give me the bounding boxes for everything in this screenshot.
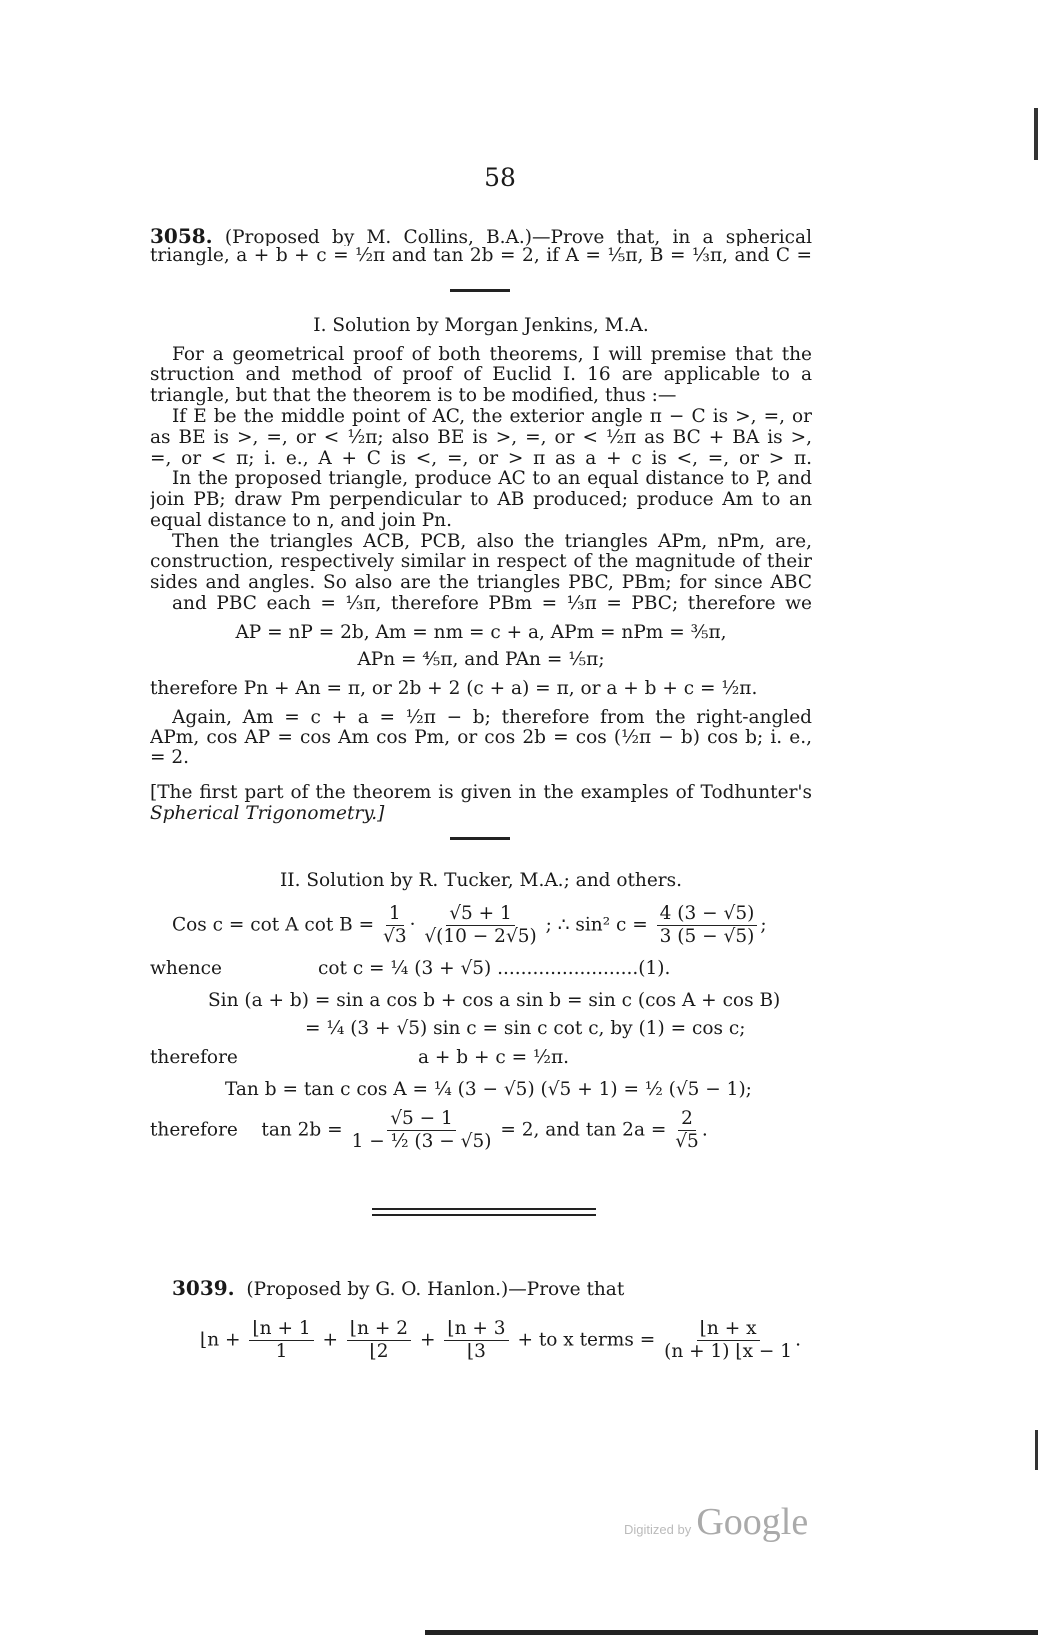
problem-3039-formula: ⌊n + $\frac{⌊n + 1}{1}$ + $\frac{⌊n + 2}{⌊2}$ + $\frac{⌊n + 3}{⌊3}$ + to x terms = $\frac{⌊n + x}{(n + 1) ⌊x - 1}$ . <box>200 1318 801 1362</box>
eq-text: + <box>419 1329 436 1351</box>
again-line2: APm, cos AP = cos Am cos Pm, or cos 2b = cos (½π − b) cos b; i. e., <box>150 728 812 748</box>
google-logo: Google <box>696 1501 809 1543</box>
eq-text: ; ∴ sin² c = <box>545 914 648 936</box>
eq-text: tan 2b = <box>261 1119 343 1141</box>
numerator: 4 (3 − √5) <box>657 903 758 926</box>
fraction <box>675 1108 699 1153</box>
therefore-label: therefore <box>150 1047 238 1068</box>
cos-equation: Cos c = cot A cot B = $\frac{1}{√3}$ · $\frac{√5 + 1}{√(10 - 2√5)}$ ; ∴ sin² c = $\frac{4 (3 - √5)}{3 (5 - √5)}$ ; <box>172 903 767 947</box>
fraction <box>657 903 758 948</box>
eq-text: = 2, and tan 2a = <box>500 1119 667 1141</box>
note-line1: [The first part of the theorem is given in the examples of Todhunter's <box>150 783 812 803</box>
divider <box>450 289 510 292</box>
paragraph-line: Then the triangles ACB, PCB, also the triangles APm, nPm, are, <box>172 532 812 552</box>
paragraph-line: sides and angles. So also are the triangles PBC, PBm; for since ABC <box>150 573 812 593</box>
double-rule-bottom <box>372 1214 596 1216</box>
scan-edge <box>1034 108 1038 160</box>
denominator: ⌊3 <box>466 1341 486 1362</box>
sin-line1: Sin (a + b) = sin a cos b + cos a sin b = sin c (cos A + cos B) <box>208 990 781 1011</box>
scan-bottom-edge <box>425 1630 1038 1635</box>
paragraph-line: =, or < π; i. e., A + C is <, =, or > π as a + c is <, =, or > π. <box>150 449 812 469</box>
eq-text: + <box>225 1329 241 1351</box>
watermark-prefix: Digitized by <box>624 1522 692 1537</box>
paragraph-line: as BE is >, =, or < ½π; also BE is >, =, or < ½π as BC + BA is >, <box>150 428 812 448</box>
problem-3039-line1 <box>172 1278 834 1300</box>
paragraph-line: triangle, but that the theorem is to be modified, thus :— <box>150 385 677 406</box>
denominator: ⌊2 <box>369 1341 389 1362</box>
denominator: 1 − ½ (3 − √5) <box>351 1131 492 1152</box>
numerator: 2 <box>678 1108 696 1131</box>
paragraph-line: struction and method of proof of Euclid I. 16 are applicable to a <box>150 365 812 385</box>
paragraph-line: For a geometrical proof of both theorems, I will premise that the <box>172 345 812 365</box>
numerator: 1 <box>386 903 404 926</box>
tan-line1: Tan b = tan c cos A = ¼ (3 − √5) (√5 + 1) = ½ (√5 − 1); <box>225 1079 752 1100</box>
equation-1: AP = nP = 2b, Am = nm = c + a, APm = nPm = ⅗π, <box>235 622 727 643</box>
problem-3058-line1 <box>150 226 812 246</box>
solution-2-heading: II. Solution by R. Tucker, M.A.; and others. <box>279 870 682 891</box>
numerator: √5 + 1 <box>446 903 515 926</box>
numerator: ⌊n + 3 <box>444 1318 508 1341</box>
sin-line2: = ¼ (3 + √5) sin c = sin c cot c, by (1) = cos c; <box>305 1018 746 1039</box>
fraction <box>352 1108 492 1153</box>
eq-text: + to x terms = <box>517 1329 656 1351</box>
google-watermark <box>624 1500 808 1544</box>
whence-label: whence <box>150 958 222 979</box>
fraction <box>347 1318 411 1363</box>
denominator: √3 <box>383 926 407 947</box>
equation-2: APn = ⅘π, and PAn = ⅕π; <box>357 649 605 670</box>
again-line1: Again, Am = c + a = ½π − b; therefore from the right-angled <box>172 708 812 728</box>
tan-line2: therefore tan 2b = $\frac{√5 - 1}{\text{1 − ½ (3 − √5)}}$ = 2, and tan 2a = $\frac{2}{√5}$ . <box>150 1108 708 1152</box>
numerator: ⌊n + 2 <box>347 1318 411 1341</box>
page-number: 58 <box>484 163 516 192</box>
paragraph-line: and PBC each = ⅓π, therefore PBm = ⅓π = PBC; therefore we <box>172 594 812 614</box>
eq-text: + <box>322 1329 339 1351</box>
numerator: √5 − 1 <box>387 1108 456 1131</box>
eq-text: therefore <box>150 1119 238 1141</box>
numerator: ⌊n + 1 <box>249 1318 313 1341</box>
problem-text: (Proposed by G. O. Hanlon.)—Prove that <box>246 1279 625 1300</box>
paragraph-line: join PB; draw Pm perpendicular to AB produced; produce Am to an <box>150 490 812 510</box>
problem-text: (Proposed by M. Collins, B.A.)—Prove that, in a spherical <box>224 227 812 246</box>
fraction <box>444 1318 508 1363</box>
divider <box>450 837 510 840</box>
denominator: (n + 1) ⌊x − 1 <box>664 1341 793 1362</box>
again-line3: = 2. <box>150 747 190 768</box>
fraction <box>383 903 407 948</box>
eq-text: Cos c = cot A cot B = <box>172 914 375 936</box>
denominator: 1 <box>275 1341 288 1362</box>
note-line2: Spherical Trigonometry.] <box>150 803 385 824</box>
fraction <box>424 903 536 948</box>
denominator: √5 <box>675 1131 699 1152</box>
numerator: ⌊n + x <box>697 1318 760 1341</box>
fraction <box>249 1318 313 1363</box>
paragraph-line: construction, respectively similar in respect of the magnitude of their <box>150 552 812 572</box>
equation-3: therefore Pn + An = π, or 2b + 2 (c + a) = π, or a + b + c = ½π. <box>150 678 758 699</box>
problem-number: 3058. <box>150 226 213 246</box>
paragraph-line: In the proposed triangle, produce AC to an equal distance to P, and <box>172 469 812 489</box>
denominator: √(10 − 2√5) <box>424 926 537 947</box>
therefore-equation: a + b + c = ½π. <box>418 1047 569 1068</box>
double-rule-top <box>372 1208 596 1210</box>
fraction <box>664 1318 792 1363</box>
solution-1-heading: I. Solution by Morgan Jenkins, M.A. <box>313 315 649 336</box>
eq-text: ⌊n <box>200 1329 220 1351</box>
denominator: 3 (5 − √5) <box>659 926 755 947</box>
problem-number: 3039. <box>172 1276 235 1300</box>
whence-equation: cot c = ¼ (3 + √5) ........................(1). <box>318 958 671 979</box>
paragraph-line: equal distance to n, and join Pn. <box>150 510 452 531</box>
problem-3058-line2: triangle, a + b + c = ½π and tan 2b = 2, if A = ⅕π, B = ⅓π, and C = <box>150 246 812 266</box>
paragraph-line: If E be the middle point of AC, the exterior angle π − C is >, =, or <box>172 407 812 427</box>
